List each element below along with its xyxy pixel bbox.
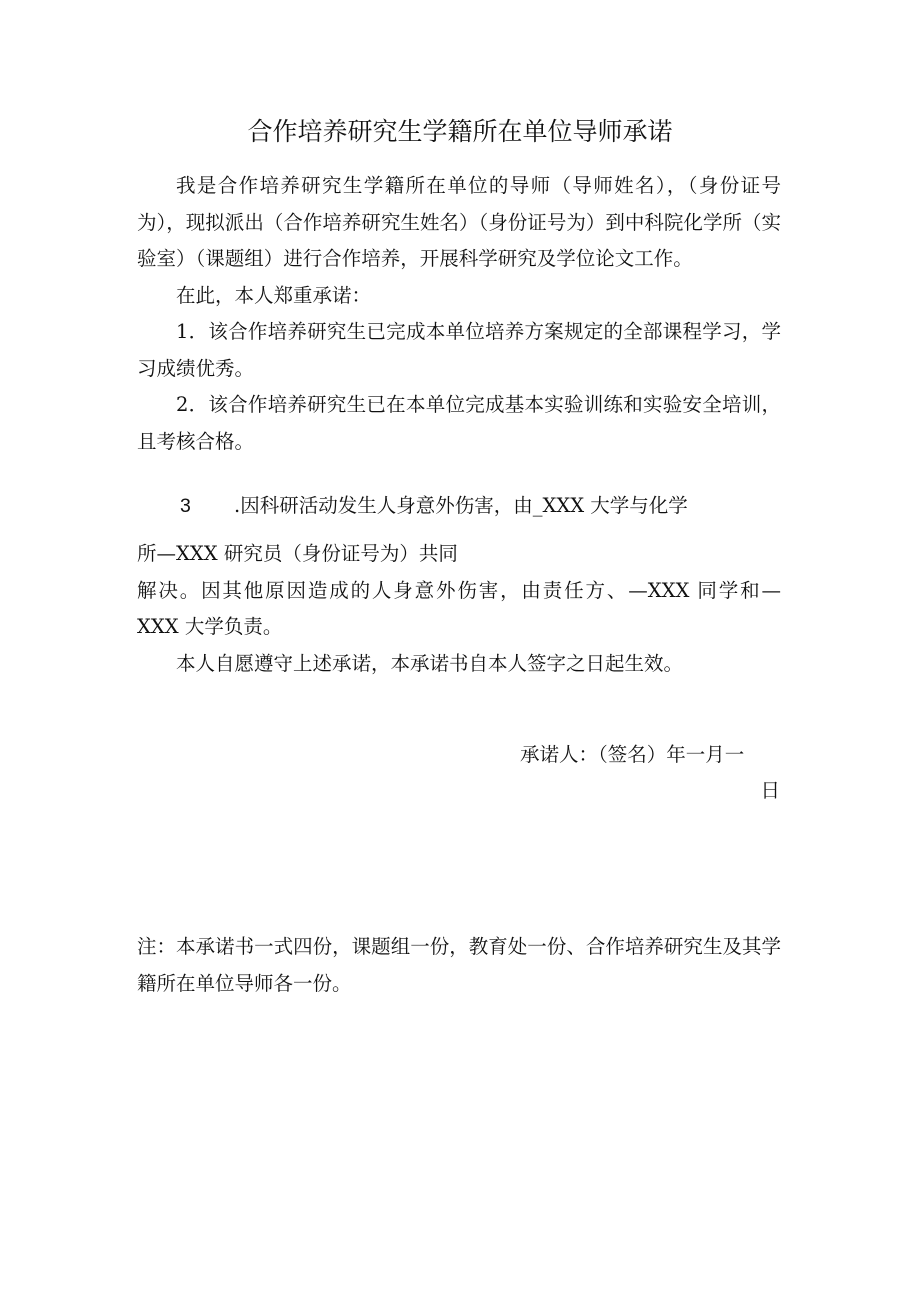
pledge-item-3-text: .因科研活动发生人身意外伤害，由_XXX 大学与化学 xyxy=(234,494,688,517)
intro-paragraph: 我是合作培养研究生学籍所在单位的导师（导师姓名），（身份证号为），现拟派出（合作培养研究生姓名）（身份证号为）到中科院化学所（实验室）（课题组）进行合作培养，开展科学研究及学位论文工作。 xyxy=(137,174,781,270)
pledge-item-3-number: 3 xyxy=(180,495,191,517)
pledge-item-3-continuation xyxy=(137,536,781,682)
pledge-lead: 在此，本人郑重承诺： xyxy=(176,283,372,307)
signature-date-day: 日 xyxy=(760,779,780,802)
pledge-item-3 xyxy=(180,488,688,524)
signature-line: 承诺人：（签名）年一月一 xyxy=(520,743,745,766)
continuation-line-3: XXX 大学负责。 xyxy=(137,615,283,638)
document-title: 合作培养研究生学籍所在单位导师承诺 xyxy=(247,117,673,146)
document-body xyxy=(137,168,781,460)
pledge-item-1: 1．该合作培养研究生已完成本单位培养方案规定的全部课程学习，学习成绩优秀。 xyxy=(137,320,781,380)
continuation-line-1: 所—XXX 研究员（身份证号为）共同 xyxy=(137,542,458,565)
closing-statement: 本人自愿遵守上述承诺，本承诺书自本人签字之日起生效。 xyxy=(176,651,684,675)
continuation-line-2: 解决。因其他原因造成的人身意外伤害，由责任方、—XXX 同学和— xyxy=(137,578,781,602)
pledge-item-2: 2．该合作培养研究生已在本单位完成基本实验训练和实验安全培训，且考核合格。 xyxy=(137,393,781,453)
footnote: 注：本承诺书一式四份，课题组一份，教育处一份、合作培养研究生及其学籍所在单位导师各一份。 xyxy=(137,935,781,995)
signature-block xyxy=(520,737,780,809)
